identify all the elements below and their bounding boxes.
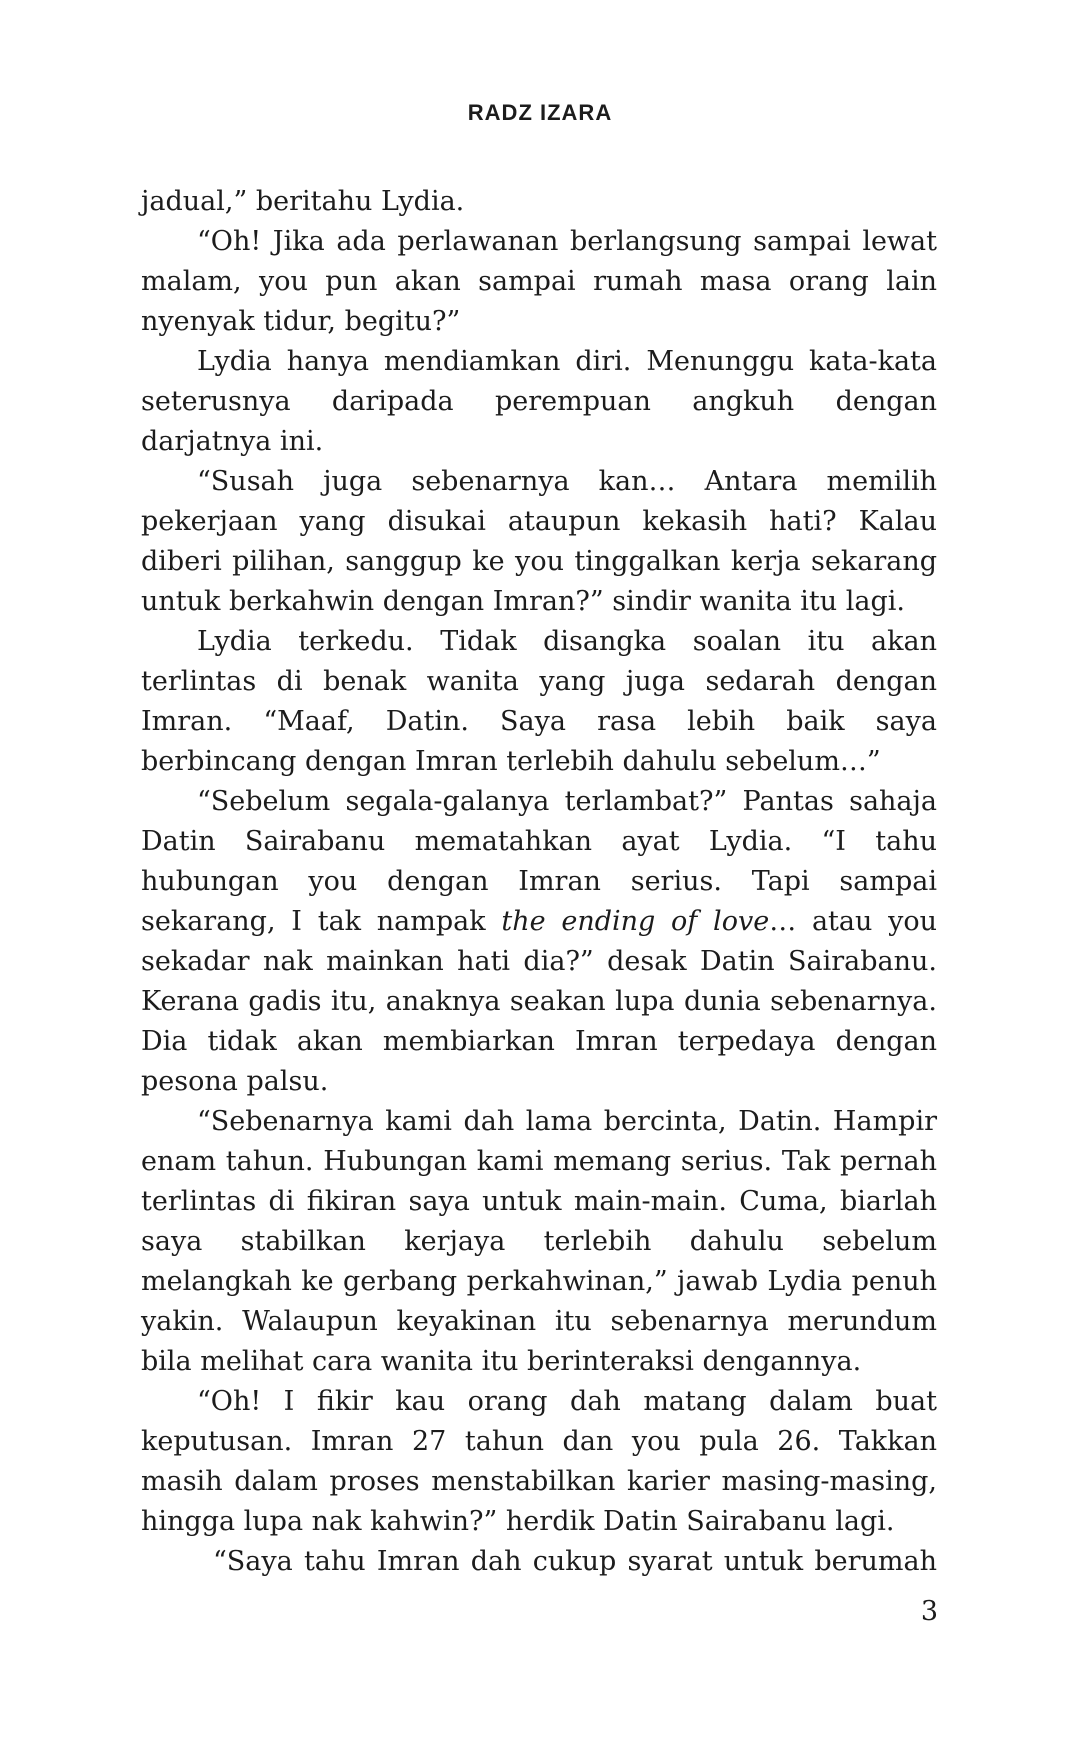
paragraph-1: jadual,” beritahu Lydia.: [141, 186, 465, 217]
paragraph-3: Lydia hanya mendiamkan diri. Menunggu kata-kata seterusnya daripada perempuan angkuh dengan darjatnya ini.: [141, 346, 937, 457]
paragraph-6-part-a: “Sebelum segala-galanya terlambat?” Pantas sahaja Datin Sairabanu mematahkan ayat Lydia. “I tahu hubungan you dengan Imran serius. Tapi sampai sekarang, I tak nampak: [141, 786, 937, 937]
italic-phrase: the ending of love: [501, 906, 770, 937]
running-head: RADZ IZARA: [467, 100, 613, 125]
page-number: 3: [920, 1596, 938, 1627]
paragraph-7: “Sebenarnya kami dah lama bercinta, Datin. Hampir enam tahun. Hubungan kami memang serius. Tak pernah terlintas di fikiran saya untuk main-main. Cuma, biarlah saya stabilkan kerjaya terlebih dahulu sebelum melangkah ke gerbang perkahwinan,” jawab Lydia penuh yakin. Walaupun keyakinan itu sebenarnya merundum bila melihat cara wanita itu berinteraksi dengannya.: [141, 1106, 937, 1377]
paragraph-6-part-b: … atau you sekadar nak mainkan hati dia?” desak Datin Sairabanu. Kerana gadis itu, anaknya seakan lupa dunia sebenarnya. Dia tidak akan membiarkan Imran terpedaya dengan pesona palsu.: [141, 906, 938, 1097]
paragraph-5: Lydia terkedu. Tidak disangka soalan itu akan terlintas di benak wanita yang juga sedarah dengan Imran. “Maaf, Datin. Saya rasa lebih baik saya berbincang dengan Imran terlebih dahulu sebelum…”: [141, 626, 937, 777]
paragraph-8: “Oh! I fikir kau orang dah matang dalam buat keputusan. Imran 27 tahun dan you pula 26. Takkan masih dalam proses menstabilkan karier masing-masing, hingga lupa nak kahwin?” herdik Datin Sairabanu lagi.: [141, 1386, 937, 1537]
body-text: [141, 182, 937, 1582]
paragraph-6: [141, 782, 937, 1102]
paragraph-4: “Susah juga sebenarnya kan… Antara memilih pekerjaan yang disukai ataupun kekasih hati? Kalau diberi pilihan, sanggup ke you tinggalkan kerja sekarang untuk berkahwin dengan Imran?” sindir wanita itu lagi.: [141, 466, 937, 617]
paragraph-2: “Oh! Jika ada perlawanan berlangsung sampai lewat malam, you pun akan sampai rumah masa orang lain nyenyak tidur, begitu?”: [141, 226, 937, 337]
paragraph-9: “Saya tahu Imran dah cukup syarat untuk berumah: [213, 1546, 937, 1577]
